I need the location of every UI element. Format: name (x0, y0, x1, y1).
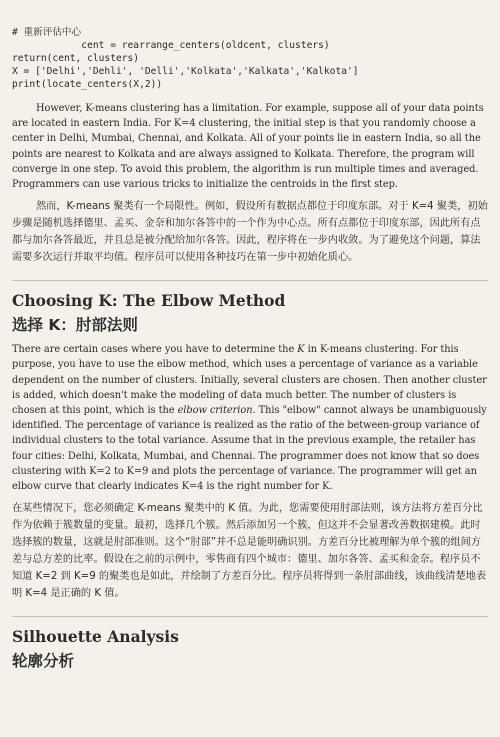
italic-elbow-criterion: elbow criterion (177, 405, 253, 417)
code-block (12, 0, 488, 91)
code-line: X = ['Delhi','Dehli', 'Delli','Kolkata','Kalkata','Kalkota'] (12, 66, 359, 77)
text-run: . This "elbow" cannot always be unambiguously identified. The percentage of variance is realized as the ratio of the between-group variance of individual clusters to the total variance. Assume that in the previous example, the retailer has four cities: Delhi, Kolkata, Mumbai, and Chennai. The programmer does not know that so does clustering with K=2 to K=9 and plots the percentage of variance. The programmer will get an elbow curve that clearly indicates K=4 is the right number for K. (12, 405, 487, 493)
elbow-paragraph-zh: 在某些情况下，您必须确定 K-means 聚类中的 K 值。为此，您需要使用肘部法则，该方法将方差百分比作为依赖于簇数量的变量。最初，选择几个簇。然后添加另一个簇，但这并不会显著改善数据建模。此时选择簇的数量，这就是肘部准则。这个“肘部”并不总是能明确识别。方差百分比被理解为单个簇的组间方差与总方差的比率。假设在之前的示例中，零售商有四个城市：德里、加尔各答、孟买和金奈。程序员不知道 K=2 到 K=9 的聚类也是如此，并绘制了方差百分比。程序员将得到一条肘部曲线，该曲线清楚地表明 K=4 是正确的 K 值。 (12, 503, 487, 600)
section-divider (12, 280, 488, 281)
section-divider (12, 616, 488, 617)
italic-k: K (297, 344, 305, 356)
code-line: cent = rearrange_centers(oldcent, clusters) (12, 40, 330, 51)
section-title-silhouette-en: Silhouette Analysis (12, 627, 179, 647)
section-title-elbow-en: Choosing K: The Elbow Method (12, 291, 286, 311)
code-line: print(locate_centers(X,2)) (12, 79, 163, 90)
intro-paragraph-en: However, K-means clustering has a limitation. For example, suppose all of your data points are located in eastern India. For K=4 clustering, the initial step is that you randomly choose a center in Delhi, Mumbai, Chennai, and Kolkata. All of your points lie in eastern India, so all the points are nearest to Kolkata and are always assigned to Kolkata. Therefore, the program will converge in one step. To avoid this problem, the algorithm is run multiple times and averaged. Programmers can use various tricks to initialize the centroids in the first step. (12, 103, 484, 191)
section-title-elbow-zh: 选择 K：肘部法则 (12, 316, 138, 335)
section-title-silhouette-zh: 轮廓分析 (12, 652, 75, 671)
intro-paragraph-zh: 然而，K-means 聚类有一个局限性。例如，假设所有数据点都位于印度东部。对于 K=4 聚类，初始步骤是随机选择德里、孟买、金奈和加尔各答中的一个作为中心点。所有点都位于印度东部，因此所有点都与加尔各答最近，并且总是被分配给加尔各答。因此，程序将在一步内收敛。为了避免这个问题，算法需要多次运行并取平均值。程序员可以使用各种技巧在第一步中初始化质心。 (12, 201, 488, 264)
code-line: return(cent, clusters) (12, 53, 140, 64)
elbow-paragraph-en (12, 342, 488, 494)
code-line: # 重新评估中心 (12, 27, 82, 38)
text-run: in K-means clustering. For this purpose, you have to use the elbow method, which uses a percentage of variance as a variable dependent on the number of clusters. Initially, several clusters are chosen. Then another cluster is added, which doesn't make the modeling of data much better. The number of clusters is chosen at this point, which is the (12, 344, 487, 417)
text-run: There are certain cases where you have to determine the (12, 344, 298, 356)
